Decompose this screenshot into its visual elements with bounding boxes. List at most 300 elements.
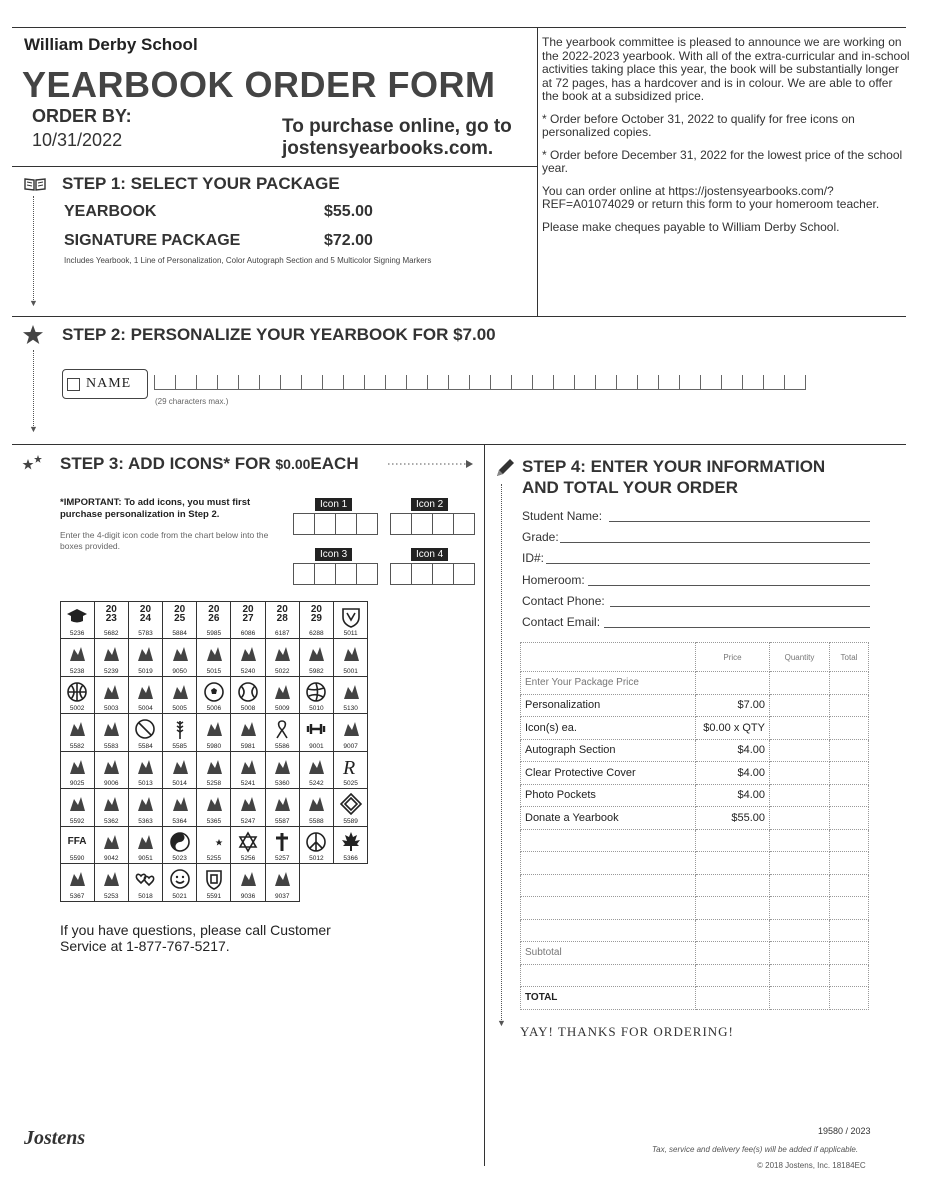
table-row: [521, 852, 869, 875]
row-label: [521, 964, 696, 987]
row-price: [696, 829, 770, 852]
icon-cell: [265, 601, 300, 640]
announcement-paragraph: Please make cheques payable to William Derby School.: [542, 219, 840, 234]
icon-code: 5585: [172, 742, 187, 750]
quantity-input[interactable]: [770, 987, 830, 1010]
total-input[interactable]: [830, 987, 869, 1010]
total-input[interactable]: [830, 672, 869, 695]
icon-cell: [60, 788, 95, 827]
icon-cell: [230, 826, 265, 865]
dragon-icon: [100, 831, 122, 853]
icon-code: 5591: [206, 892, 222, 900]
icon-code: 5589: [343, 817, 358, 825]
icon-cell: [94, 713, 129, 752]
grade-field[interactable]: [522, 530, 559, 544]
icon-chart: [60, 601, 368, 901]
icon-cell: [299, 788, 334, 827]
total-input[interactable]: [830, 762, 869, 785]
icon-code: 5362: [104, 817, 119, 825]
table-row: [521, 672, 869, 695]
row-price: $0.00 x QTY: [696, 717, 770, 740]
package-yearbook-price: $55.00: [324, 203, 373, 220]
shield-icon: [203, 868, 225, 890]
basketball-icon: [66, 681, 88, 703]
soccer-ball-icon: [203, 681, 225, 703]
icon-cell: [299, 676, 334, 715]
football-helmet-icon: [134, 681, 156, 703]
table-row: [521, 987, 869, 1010]
quantity-input[interactable]: [770, 852, 830, 875]
total-input[interactable]: [830, 964, 869, 987]
icon-cell: [162, 676, 197, 715]
icon-code: 5236: [69, 630, 85, 637]
icon-cell: [333, 676, 368, 715]
quantity-input[interactable]: [770, 717, 830, 740]
icon-cell: [162, 826, 197, 865]
icon-cell: [60, 676, 95, 715]
id-field[interactable]: [522, 551, 544, 565]
icon-cell: [162, 788, 197, 827]
theater-masks-icon: [203, 643, 225, 665]
icon-code: 5980: [206, 742, 222, 750]
icon1-label: Icon 1: [315, 498, 352, 511]
icon-code: 5587: [274, 817, 290, 825]
icon-code: 6288: [309, 630, 324, 637]
motocross-icon: [237, 718, 259, 740]
icon-code: 5360: [274, 780, 290, 787]
swimming-waves-icon: [203, 756, 225, 778]
form-title: YEARBOOK ORDER FORM: [22, 64, 496, 105]
school-name: William Derby School: [24, 35, 198, 54]
people-icon: [271, 793, 293, 815]
contact-email-field[interactable]: [522, 615, 600, 629]
icon-code: 5247: [240, 817, 256, 825]
icon2-input[interactable]: [391, 513, 475, 535]
signature-package-note: Includes Yearbook, 1 Line of Personalization, Color Autograph Section and 5 Multicolor Signing Markers: [64, 256, 432, 265]
personalization-input[interactable]: [154, 375, 806, 390]
step1-title: STEP 1: SELECT YOUR PACKAGE: [62, 174, 340, 193]
icon-code: 9036: [240, 892, 256, 900]
name-checkbox[interactable]: [62, 369, 148, 399]
smiley-icon: [169, 868, 191, 890]
checkbox-square[interactable]: [67, 378, 80, 391]
icon-code: 5985: [206, 630, 222, 637]
icon-code: 5009: [274, 705, 290, 712]
yin-yang-icon: [169, 831, 191, 853]
icon-code: 5592: [69, 817, 85, 825]
jostens-logo: Jostens: [24, 1127, 86, 1149]
quantity-input[interactable]: [770, 897, 830, 920]
year-icon: 20 24: [139, 603, 152, 624]
online-line-2: jostensyearbooks.com.: [282, 138, 494, 159]
step2-title: STEP 2: PERSONALIZE YOUR YEARBOOK FOR $7.00: [62, 325, 496, 344]
icon-code: 5238: [69, 667, 85, 675]
eagle-icon: [203, 793, 225, 815]
row-label: Clear Protective Cover: [521, 762, 696, 785]
icon-cell: [230, 788, 265, 827]
package-yearbook-name[interactable]: YEARBOOK: [64, 203, 157, 220]
icon-code: 9006: [104, 780, 119, 787]
total-input[interactable]: [830, 852, 869, 875]
icon-cell: [60, 863, 95, 902]
table-row: [521, 897, 869, 920]
icon-cell: [128, 788, 163, 827]
icon-cell: [333, 638, 368, 677]
icon-code: 5255: [206, 855, 222, 862]
announcement-paragraph: You can order online at https://jostensyearbooks.com/?REF=A01074029 or return this form to your homeroom teacher.: [542, 183, 880, 211]
icon-cell: [128, 676, 163, 715]
icon-code: 5019: [138, 667, 153, 675]
icon-cell: [265, 788, 300, 827]
field-label: Grade:: [522, 530, 559, 544]
icon-code: 9042: [104, 855, 119, 862]
wheat-icon: [169, 718, 191, 740]
pencil-icon: [494, 457, 516, 479]
icon-cell: [196, 863, 231, 902]
row-label: [521, 829, 696, 852]
hand-icon: [66, 718, 88, 740]
table-row: [521, 829, 869, 852]
icon-cell: [196, 751, 231, 790]
field-label: ID#:: [522, 551, 545, 565]
icon-cell: [128, 601, 163, 640]
order-by-label: ORDER BY:: [32, 106, 132, 126]
table-row: [521, 762, 869, 785]
icon-cell: [299, 713, 334, 752]
maple-leaf-icon: [340, 831, 362, 853]
row-price: [696, 874, 770, 897]
icon-cell: [196, 788, 231, 827]
quantity-input[interactable]: [770, 919, 830, 942]
order-total-table: [520, 642, 869, 1010]
wolf-icon: [237, 793, 259, 815]
icon-code: 9025: [69, 780, 85, 787]
icon-code: 5586: [274, 742, 290, 750]
music-notes-icon: [134, 643, 156, 665]
hammer-icon: [66, 643, 88, 665]
row-price: [696, 897, 770, 920]
icon-cell: [265, 863, 300, 902]
icon-cell: [94, 788, 129, 827]
book-icon: [24, 177, 46, 191]
icon-code: 5239: [104, 667, 119, 675]
contact-phone-field[interactable]: [522, 594, 605, 608]
sun-flower-icon: [134, 793, 156, 815]
icon-cell: [196, 638, 231, 677]
badminton-icon: [237, 756, 259, 778]
megaphone-icon: [100, 681, 122, 703]
announcement-paragraph: The yearbook committee is pleased to announce we are working on the 2022-2023 yearbook. With all of the extra-curricular and in-school activities taking place this year, the book will be substantially longer at 72 pages, has a hardcover and is in colour. We are able to offer the book at a subsidized price.: [542, 35, 910, 103]
icon-cell: [265, 638, 300, 677]
icon-code: 5004: [138, 705, 153, 712]
year-icon: 20 23: [105, 603, 117, 624]
total-input[interactable]: [830, 942, 869, 965]
quantity-input[interactable]: [770, 672, 830, 695]
star-of-david-icon: [237, 831, 259, 853]
row-price: $4.00: [696, 739, 770, 762]
icon-cell: [196, 826, 231, 865]
total-input[interactable]: [830, 897, 869, 920]
icon-code: 5364: [172, 817, 187, 825]
quantity-input[interactable]: [770, 964, 830, 987]
step3-title-text: STEP 3: ADD ICONS* FOR: [60, 454, 271, 473]
icon-code: 6187: [274, 630, 290, 637]
flame-drop-icon: [100, 718, 122, 740]
hockey-sticks-icon: [271, 756, 293, 778]
ballet-shoes-icon: [134, 756, 156, 778]
camera-icon: [305, 643, 327, 665]
announcement-paragraph: * Order before December 31, 2022 for the lowest price of the school year.: [542, 147, 903, 175]
table-row: [521, 694, 869, 717]
quantity-input[interactable]: [770, 829, 830, 852]
graduation-cap-icon: [66, 606, 88, 628]
total-input[interactable]: [830, 694, 869, 717]
name-label: NAME: [86, 376, 132, 391]
online-line-1: To purchase online, go to: [282, 116, 512, 137]
paw-print-icon: [169, 793, 191, 815]
icon-cell: [230, 638, 265, 677]
icon-code: 5015: [206, 667, 222, 675]
icon-code: 5783: [138, 630, 153, 637]
icon-cell: [265, 826, 300, 865]
icon-cell: [60, 751, 95, 790]
icon-code: 5583: [104, 742, 119, 750]
row-price: [696, 672, 770, 695]
icon-cell: [230, 863, 265, 902]
sparkle-stars-icon: [22, 455, 44, 471]
arrow-right-icon: [388, 459, 474, 469]
icon-code: 5982: [309, 667, 324, 675]
row-label: Donate a Yearbook: [521, 807, 696, 830]
year-icon: 20 29: [310, 603, 322, 624]
form-code: 19580 / 2023: [818, 1126, 871, 1136]
football-icon: [169, 681, 191, 703]
icon-cell: [162, 601, 197, 640]
couple-icon: [100, 643, 122, 665]
icon-code: 5367: [69, 892, 85, 900]
year-icon: 20 28: [276, 603, 288, 624]
gymnast-icon: [100, 756, 122, 778]
step3-title: [60, 454, 359, 474]
icon-code: 5363: [138, 817, 153, 825]
icon-cell: [230, 751, 265, 790]
table-row: [521, 964, 869, 987]
arrow-down-icon: ▼: [29, 424, 38, 434]
icon-code: 5008: [240, 705, 256, 712]
computer-icon: [271, 643, 293, 665]
table-row: [521, 739, 869, 762]
icon-cell: [162, 863, 197, 902]
quantity-input[interactable]: [770, 739, 830, 762]
total-input[interactable]: [830, 784, 869, 807]
row-label: [521, 874, 696, 897]
figure-skater-icon: [100, 793, 122, 815]
row-price: $7.00: [696, 694, 770, 717]
icon-code: 5018: [138, 892, 153, 900]
total-input[interactable]: [830, 874, 869, 897]
icon-code: 5256: [240, 855, 256, 862]
table-row: [521, 717, 869, 740]
table-row: [521, 942, 869, 965]
icon-code: 5013: [138, 780, 153, 787]
field-label: Contact Email:: [522, 615, 601, 629]
butterfly-icon: [100, 868, 122, 890]
step4-title: [522, 456, 825, 498]
icon-code: 5365: [206, 817, 222, 825]
icon4-label: Icon 4: [411, 548, 448, 561]
horse-icon: [305, 756, 327, 778]
row-label: [521, 852, 696, 875]
icon-important-note: *IMPORTANT: To add icons, you must first purchase personalization in Step 2.: [60, 497, 251, 520]
row-price: $4.00: [696, 784, 770, 807]
icon-cell: [128, 638, 163, 677]
icon-code: 5003: [104, 705, 119, 712]
icon-cell: [265, 676, 300, 715]
announcement: [542, 36, 912, 243]
quantity-input[interactable]: [770, 694, 830, 717]
row-price: [696, 852, 770, 875]
icon-code: 5012: [309, 855, 324, 862]
icon-code: 9007: [343, 742, 358, 750]
icon-code: 5584: [138, 742, 153, 750]
total-input[interactable]: [830, 919, 869, 942]
crest-icon: [340, 606, 362, 628]
announcement-paragraph: * Order before October 31, 2022 to qualify for free icons on personalized copies.: [542, 111, 855, 139]
lacrosse-icon: [134, 831, 156, 853]
yb-staff-icon: [66, 793, 88, 815]
icon-cell: [299, 601, 334, 640]
quantity-input[interactable]: [770, 784, 830, 807]
total-input[interactable]: [830, 829, 869, 852]
icon-code: 5014: [172, 780, 187, 787]
table-row: [521, 919, 869, 942]
row-label: [521, 919, 696, 942]
icon-code: 5253: [104, 892, 119, 900]
icon-code: 5981: [240, 742, 256, 750]
icon-code: 5006: [206, 705, 222, 712]
total-input[interactable]: [830, 739, 869, 762]
online-purchase-note: [282, 116, 512, 160]
row-label: Personalization: [521, 694, 696, 717]
icon-cell: [265, 751, 300, 790]
icon-cell: [128, 863, 163, 902]
icon-code: 5005: [172, 705, 187, 712]
quantity-input[interactable]: [770, 762, 830, 785]
cross-icon: [271, 831, 293, 853]
icon3-label: Icon 3: [315, 548, 352, 561]
volleyball-icon: [305, 681, 327, 703]
tax-note: Tax, service and delivery fee(s) will be added if applicable.: [652, 1145, 859, 1154]
icon1-input[interactable]: [294, 513, 378, 535]
mountain-icon: [305, 793, 327, 815]
icon-code: 5010: [309, 705, 324, 712]
field-label: Contact Phone:: [522, 594, 605, 608]
star-crescent-icon: [203, 831, 225, 853]
copyright: © 2018 Jostens, Inc. 18184EC: [757, 1161, 866, 1170]
dancer-icon: [340, 718, 362, 740]
quantity-input[interactable]: [770, 942, 830, 965]
total-input[interactable]: [830, 717, 869, 740]
icon-code: 5240: [240, 667, 256, 675]
homeroom-field[interactable]: [522, 573, 585, 587]
icon-code: 5582: [69, 742, 85, 750]
icon-code: 5257: [274, 855, 290, 862]
package-signature-name[interactable]: SIGNATURE PACKAGE: [64, 232, 241, 249]
icon-cell: [94, 676, 129, 715]
icon-cell: [128, 713, 163, 752]
icon-cell: [60, 638, 95, 677]
total-input[interactable]: [830, 807, 869, 830]
step4-title-line1: STEP 4: ENTER YOUR INFORMATION: [522, 457, 826, 476]
icon-cell: [196, 676, 231, 715]
icon-cell: [299, 826, 334, 865]
icon-cell: [162, 713, 197, 752]
cheerleader-icon: [340, 681, 362, 703]
icon-cell: [60, 601, 95, 640]
icon-code: 5590: [69, 855, 85, 862]
field-label: Student Name:: [522, 509, 603, 523]
character-limit-note: (29 characters max.): [155, 397, 229, 406]
icon-cell: [94, 863, 129, 902]
customer-service-note: If you have questions, please call Customer Service at 1-877-767-5217.: [60, 922, 331, 954]
palm-tree-icon: [271, 868, 293, 890]
table-row: [521, 807, 869, 830]
icon-code: 9037: [274, 892, 290, 900]
icon-cell: [230, 601, 265, 640]
crossed-tools-icon: [340, 643, 362, 665]
icon-code: 5242: [309, 780, 324, 787]
svg-text:R: R: [342, 756, 355, 778]
icon-cell: [60, 826, 95, 865]
icon-code: 5366: [343, 855, 358, 862]
icon-code: 9050: [172, 667, 187, 675]
student-name-field[interactable]: [522, 509, 602, 523]
icon-cell: [230, 676, 265, 715]
icon-cell: [333, 601, 368, 640]
icon-cell: [333, 826, 368, 865]
row-label: Icon(s) ea.: [521, 717, 696, 740]
icon-code: 5001: [343, 667, 358, 675]
icon-code: 5002: [69, 705, 85, 712]
art-palette-icon: [237, 643, 259, 665]
icon-code: 5022: [274, 667, 290, 675]
peace-sign-icon: [305, 831, 327, 853]
icon-cell: [196, 601, 231, 640]
column-header-quantity: Quantity: [770, 643, 830, 672]
tennis-ball-icon: [237, 681, 259, 703]
icon-code: 5588: [309, 817, 324, 825]
row-price: [696, 964, 770, 987]
icon-code: 6086: [240, 630, 256, 637]
quantity-input[interactable]: [770, 874, 830, 897]
row-price: [696, 942, 770, 965]
icon-code: 9051: [138, 855, 153, 862]
guitar-icon: [169, 643, 191, 665]
icon4-input[interactable]: [391, 563, 475, 585]
no-bullying-icon: [134, 718, 156, 740]
arrow-down-icon: ▼: [29, 298, 38, 308]
icon3-input[interactable]: [294, 563, 378, 585]
ribbon-icon: [271, 718, 293, 740]
column-header-price: Price: [696, 643, 770, 672]
icon-code: 5130: [343, 705, 358, 712]
quantity-input[interactable]: [770, 807, 830, 830]
icon-cell: [94, 826, 129, 865]
row-price: $55.00: [696, 807, 770, 830]
dumbbell-icon: [305, 718, 327, 740]
icon-cell: [128, 826, 163, 865]
column-header-total: Total: [830, 643, 869, 672]
